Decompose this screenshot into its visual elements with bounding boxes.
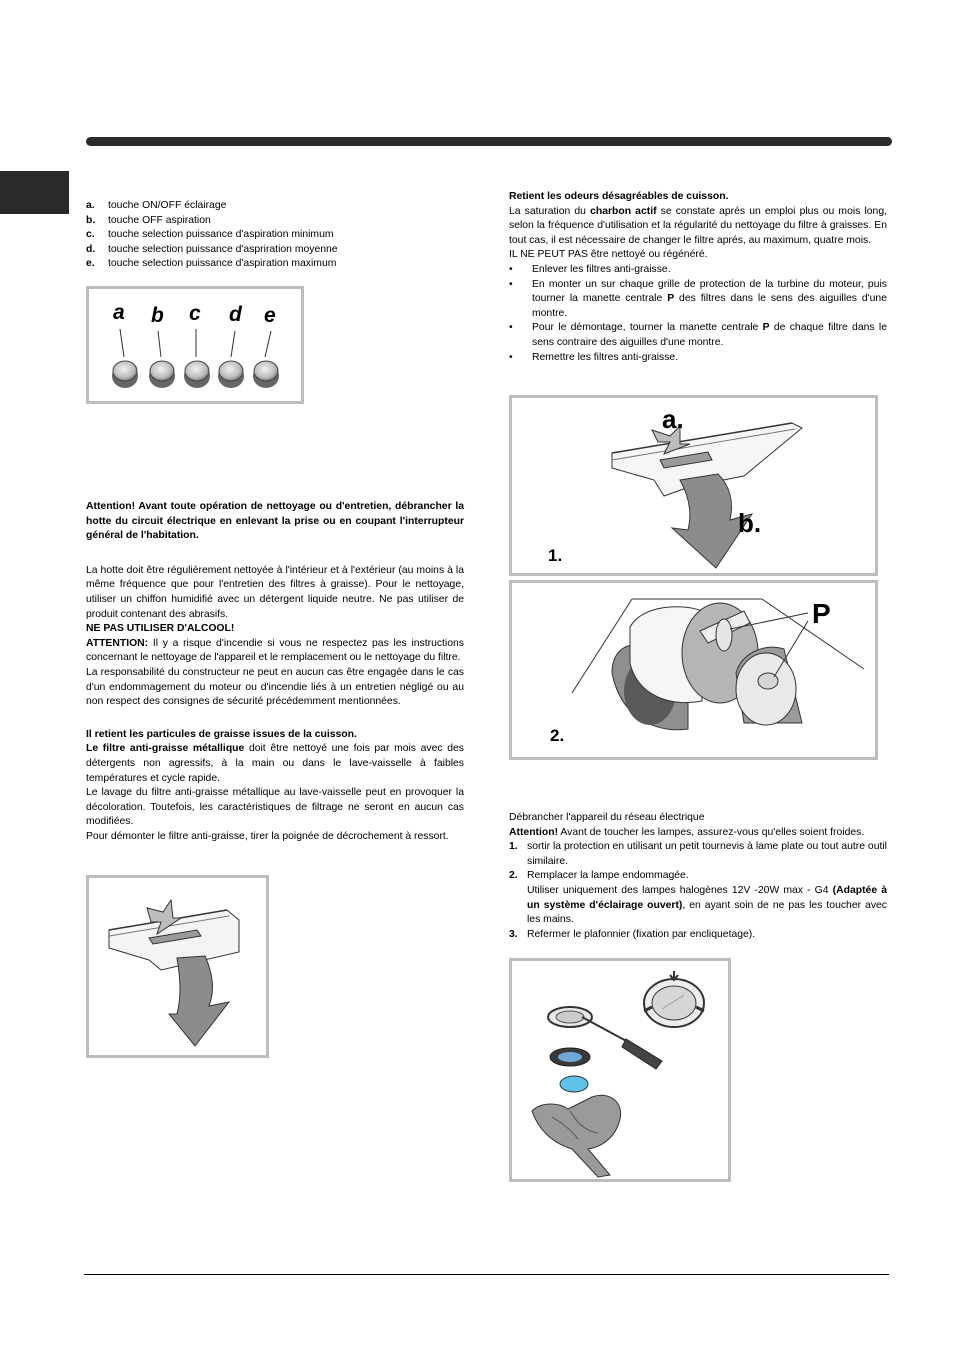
disconnect-instruction: Débrancher l'appareil du réseau électrique bbox=[509, 812, 705, 823]
list-item: 3. Refermer le plafonnier (fixation par encliquetage). bbox=[509, 928, 756, 940]
cleaning-instructions: La hotte doit être régulièrement nettoyée à l'intérieur et à l'extérieur (au moins à la même fréquence que pour l'entretien des filtres à graisse). Pour le nettoyage, utiliser un chiffon humidifié avec un détergent liquide neutre. Ne pas utiliser de produit contenant des abrasifs. bbox=[86, 564, 464, 620]
button-c-shape bbox=[184, 361, 210, 388]
button-b-shape bbox=[149, 361, 175, 388]
control-panel-figure bbox=[86, 286, 304, 404]
list-item: 2. Remplacer la lampe endommagée. Utiliser uniquement des lampes halogènes 12V -20W max - G4 (Adaptée à un système d'éclairage ouvert), en ayant soin de ne pas les toucher avec les mains. bbox=[509, 870, 888, 926]
lamp-steps bbox=[509, 840, 887, 942]
carbon-filter-section bbox=[509, 190, 887, 365]
lamp-replacement-figure bbox=[509, 958, 731, 1182]
grease-filter-removal: Pour démonter le filtre anti-graisse, tirer la poignée de décrochement à ressort. bbox=[86, 830, 449, 842]
carbon-filter-figure-1 bbox=[509, 395, 878, 576]
button-a-shape bbox=[112, 361, 138, 388]
control-key-list bbox=[86, 199, 464, 272]
filter-removal-step-illustration bbox=[512, 398, 875, 573]
footer-rule bbox=[84, 1274, 889, 1275]
button-letter-b: b bbox=[151, 304, 164, 327]
header-rule bbox=[86, 137, 892, 146]
maintenance-section bbox=[86, 500, 464, 844]
safety-warning: Attention! Avant toute opération de nettoyage ou d'entretien, débrancher la hotte du circuit électrique en enlevant la prise ou en coupant l'interrupteur général de l'habitation. bbox=[86, 501, 464, 542]
lamp-replacement-illustration bbox=[512, 961, 728, 1179]
responsibility-notice: La responsabilité du constructeur ne peut en aucun cas être engagée dans le cas d'un endommagement du moteur ou d'incendie liés à un entretien négligé ou au non respect des consignes de sécurité précédemment mentionnées. bbox=[86, 666, 464, 708]
carbon-filter-steps bbox=[509, 263, 887, 365]
list-item: a. touche ON/OFF éclairage bbox=[86, 200, 227, 211]
list-item: c. touche selection puissance d'aspiration minimum bbox=[86, 229, 334, 241]
carbon-filter-figure-2 bbox=[509, 580, 878, 760]
lamp-replacement-section bbox=[509, 811, 887, 942]
carbon-filter-not-cleanable: IL NE PEUT PAS être nettoyé ou régénéré. bbox=[509, 249, 708, 261]
fire-risk-warning: ATTENTION: Il y a risque d'incendie si vous ne respectez pas les instructions concernant le nettoyage de l'appareil et le remplacement ou le nettoyage du filtre. bbox=[86, 637, 464, 664]
grease-filter-figure bbox=[86, 875, 269, 1058]
list-item: • Pour le démontage, tourner la manette centrale P de chaque filtre dans le sens contraire des aiguilles d'une montre. bbox=[509, 322, 887, 348]
step-label-b: b. bbox=[738, 508, 762, 538]
grease-filter-discoloration: Le lavage du filtre anti-graisse métallique au lave-vaisselle peut en provoquer la décoloration. Toutefois, les caractéristiques de filtrage ne seront en aucun cas modifiées. bbox=[86, 787, 464, 828]
control-key-list-section bbox=[86, 199, 464, 272]
language-tab bbox=[0, 171, 69, 214]
button-e-shape bbox=[253, 361, 279, 388]
control-buttons bbox=[112, 361, 279, 388]
no-alcohol-warning: NE PAS UTILISER D'ALCOOL! bbox=[86, 623, 235, 635]
button-letter-d: d bbox=[229, 303, 242, 326]
carbon-filter-heading: Retient les odeurs désagréables de cuisson. bbox=[509, 191, 729, 202]
figure-number-2: 2. bbox=[550, 726, 565, 745]
list-item: • En monter un sur chaque grille de protection de la turbine du moteur, puis tourner la manette centrale P des filtres dans le sens des aiguilles d'une montre. bbox=[509, 278, 887, 319]
button-letter-e: e bbox=[264, 304, 276, 327]
list-item: b. touche OFF aspiration bbox=[86, 214, 211, 226]
list-item: 1. sortir la protection en utilisant un petit tournevis à lame plate ou tout autre outil similaire. bbox=[509, 841, 887, 867]
button-d-shape bbox=[218, 361, 244, 388]
carbon-filter-mount-illustration bbox=[512, 583, 875, 757]
p-knob-label: P bbox=[812, 598, 831, 629]
figure-number-1: 1. bbox=[548, 546, 563, 565]
lamp-hot-warning: Attention! Avant de toucher les lampes, assurez-vous qu'elles soient froides. bbox=[509, 826, 865, 838]
grease-filter-removal-illustration bbox=[89, 878, 266, 1055]
control-buttons-illustration bbox=[89, 289, 301, 401]
grease-filter-heading: Il retient les particules de graisse issues de la cuisson. bbox=[86, 728, 357, 740]
step-label-a: a. bbox=[662, 404, 684, 434]
carbon-filter-paragraph: La saturation du charbon actif se constate aprés un emploi plus ou mois long, selon la fréquence d'utilisation et la régularité du nettoyage du filtre à graisses. En tout cas, il est nécessaire de changer le filtre aprés, au maximum, quatre mois. bbox=[509, 205, 887, 246]
grease-filter-paragraph: Le filtre anti-graisse métallique doit être nettoyé une fois par mois avec des détergents non agressifs, à la main ou dans le lave-vaisselle à faibles températures et cycle rapide. bbox=[86, 743, 464, 784]
list-item: e. touche selection puissance d'aspiration maximum bbox=[86, 258, 337, 270]
list-item: • Enlever les filtres anti-graisse. bbox=[509, 263, 671, 275]
button-letter-a: a bbox=[113, 301, 125, 324]
list-item: d. touche selection puissance d'aspriration moyenne bbox=[86, 243, 338, 255]
list-item: • Remettre les filtres anti-graisse. bbox=[509, 351, 679, 363]
button-letter-c: c bbox=[189, 302, 201, 325]
